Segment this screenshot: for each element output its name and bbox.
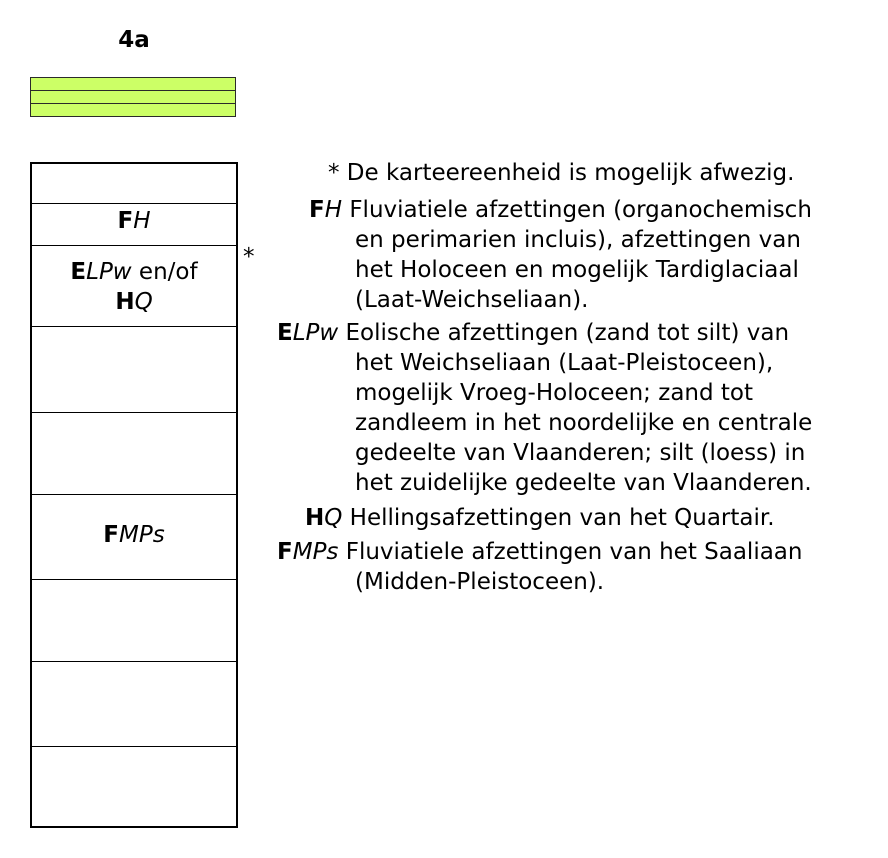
column-title: 4a xyxy=(118,27,150,53)
legend-text: (Midden-Pleistoceen). xyxy=(355,569,605,595)
legend-code-bold: H xyxy=(305,505,325,531)
legend-text: (Laat-Weichseliaan). xyxy=(355,287,589,313)
legend-text: Fluviatiele afzettingen (organochemisch xyxy=(342,197,812,223)
layer-label-fh: FH xyxy=(117,208,151,234)
legend-text: het Holoceen en mogelijk Tardiglaciaal xyxy=(355,257,799,283)
legend-code-bold: F xyxy=(277,539,293,565)
legend-code-italic: LPw xyxy=(292,320,339,346)
layer-divider xyxy=(32,412,236,413)
legend-code-italic: H xyxy=(324,197,343,223)
legend-text: het Weichseliaan (Laat-Pleistoceen), xyxy=(355,350,774,376)
legend-text: gedeelte van Vlaanderen; silt (loess) in xyxy=(355,440,806,466)
green-divider xyxy=(31,90,235,91)
absent-marker: * xyxy=(243,244,255,270)
legend-code-italic: MPs xyxy=(292,539,339,565)
legend-text: Eolische afzettingen (zand tot silt) van xyxy=(338,320,790,346)
layer-divider xyxy=(32,579,236,580)
legend-text: De karteereenheid is mogelijk afwezig. xyxy=(339,160,795,186)
layer-divider xyxy=(32,661,236,662)
layer-divider xyxy=(32,494,236,495)
legend-code-bold: F xyxy=(309,197,325,223)
layer-label-fmps: FMPs xyxy=(103,522,165,548)
legend-code-italic: Q xyxy=(324,505,343,531)
layer-divider xyxy=(32,746,236,747)
layer-divider xyxy=(32,203,236,204)
layer-label-hq: HQ xyxy=(115,289,153,315)
legend-text: Fluviatiele afzettingen van het Saaliaan xyxy=(338,539,803,565)
legend-text: mogelijk Vroeg-Holoceen; zand tot xyxy=(355,380,754,406)
legend-text: en perimarien incluis), afzettingen van xyxy=(355,227,801,253)
legend-text: zandleem in het noordelijke en centrale xyxy=(355,410,813,436)
layer-divider xyxy=(32,326,236,327)
legend-symbol: * xyxy=(328,160,340,186)
stratigraphic-column xyxy=(30,162,238,828)
green-divider xyxy=(31,103,235,104)
legend-text: het zuidelijke gedeelte van Vlaanderen. xyxy=(355,470,812,496)
layer-divider xyxy=(32,245,236,246)
legend-text: Hellingsafzettingen van het Quartair. xyxy=(342,505,775,531)
green-layer-block xyxy=(30,77,236,117)
layer-label-elpw: ELPw en/of xyxy=(70,259,198,285)
legend-code-bold: E xyxy=(277,320,293,346)
